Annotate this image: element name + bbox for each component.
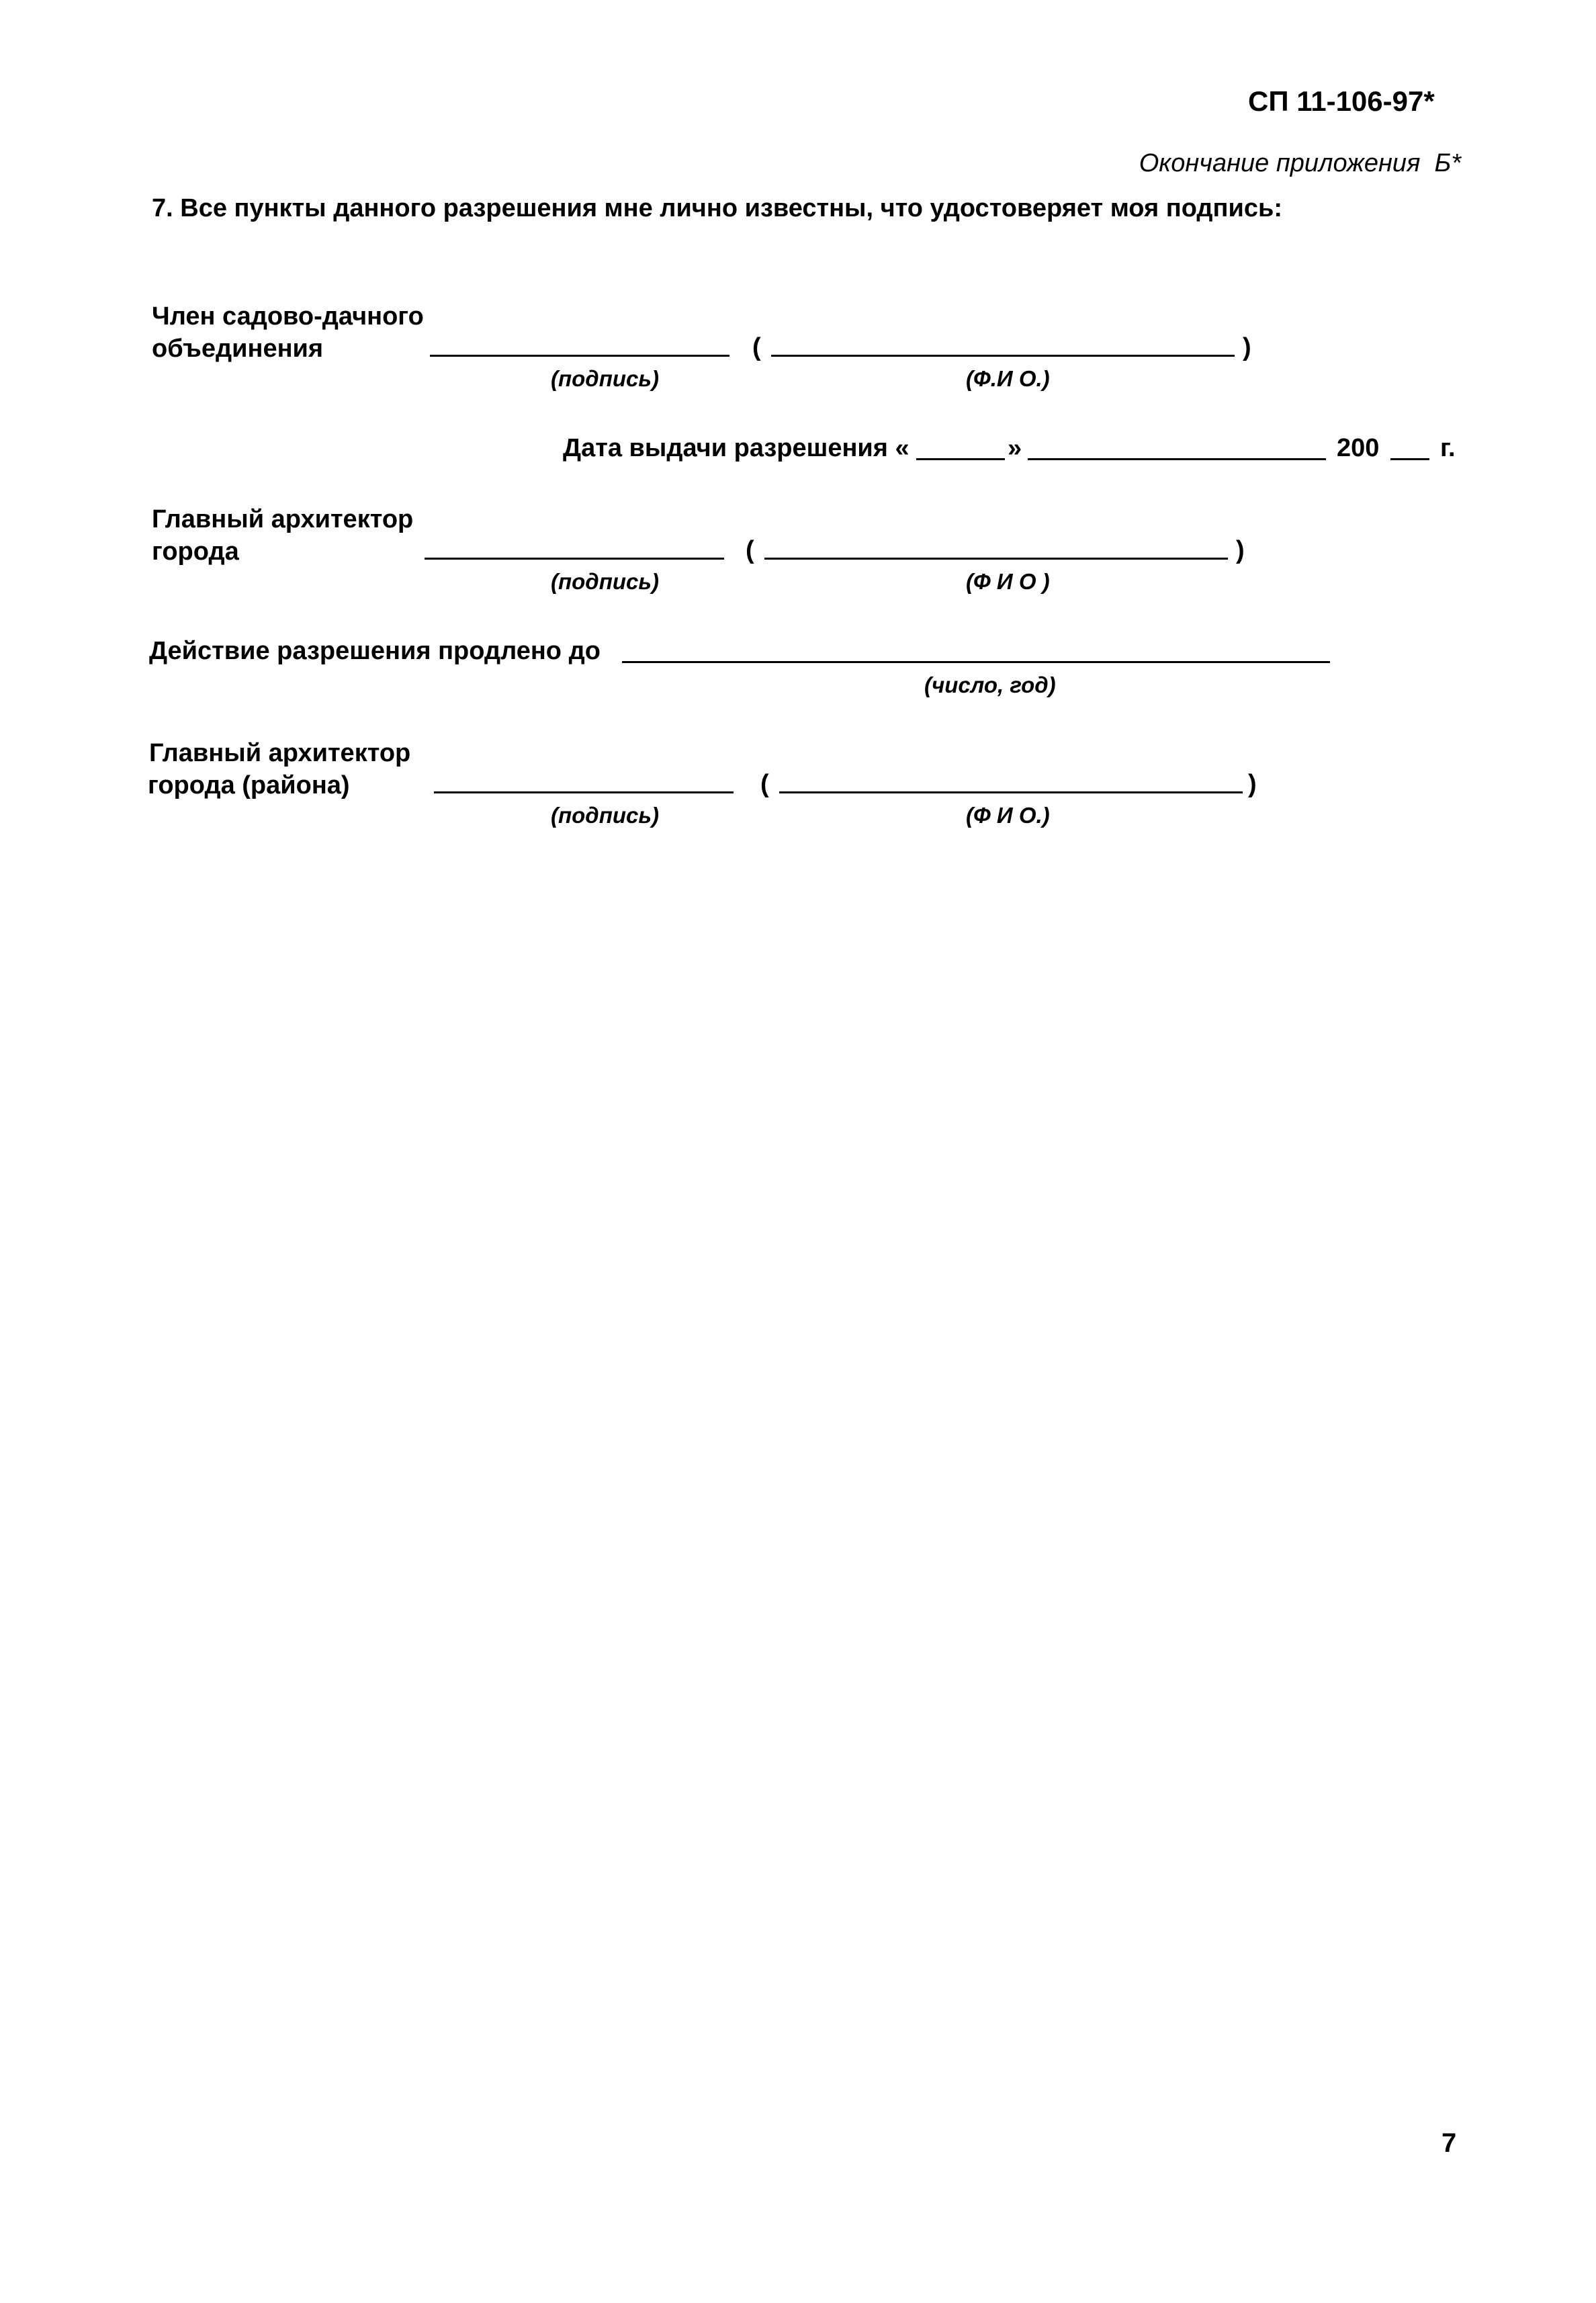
member-signature-line[interactable]: [430, 355, 729, 357]
issue-year-prefix: 200: [1337, 434, 1380, 462]
architect-name-caption: (Ф И О ): [966, 569, 1050, 594]
district-architect-signature-line[interactable]: [434, 791, 734, 793]
member-open-paren: (: [752, 333, 761, 361]
district-architect-signature-caption: (подпись): [551, 803, 659, 828]
member-label-line1: Член садово-дачного: [152, 302, 424, 331]
district-architect-name-caption: (Ф И О.): [966, 803, 1050, 828]
architect-label-line2: города: [152, 537, 239, 566]
member-name-caption: (Ф.И О.): [966, 366, 1050, 391]
issue-year-suffix: г.: [1440, 434, 1456, 462]
extension-label: Действие разрешения продлено до: [149, 637, 601, 665]
member-close-paren: ): [1243, 333, 1251, 361]
issue-day-field[interactable]: [916, 458, 1005, 460]
document-code: СП 11-106-97*: [1248, 85, 1435, 117]
district-architect-open-paren: (: [760, 770, 769, 798]
district-architect-close-paren: ): [1248, 770, 1257, 798]
district-architect-name-line[interactable]: [779, 791, 1243, 793]
issue-date-label: Дата выдачи разрешения «: [563, 434, 910, 462]
architect-signature-line[interactable]: [425, 558, 724, 560]
district-architect-label-line1: Главный архитектор: [149, 739, 411, 767]
extension-date-line[interactable]: [622, 661, 1330, 663]
architect-open-paren: (: [746, 536, 754, 564]
paragraph-7: 7. Все пункты данного разрешения мне лично известны, что удостоверяет моя подпись:: [152, 194, 1282, 222]
member-name-line[interactable]: [771, 355, 1235, 357]
architect-name-line[interactable]: [764, 558, 1228, 560]
member-signature-caption: (подпись): [551, 366, 659, 391]
district-architect-label-line2: города (района): [148, 771, 350, 799]
page-number: 7: [1442, 2128, 1457, 2158]
architect-close-paren: ): [1236, 536, 1245, 564]
appendix-note: Окончание приложения Б*: [1139, 149, 1461, 177]
issue-year-field[interactable]: [1390, 458, 1429, 460]
architect-signature-caption: (подпись): [551, 569, 659, 594]
issue-close-quote: »: [1008, 434, 1022, 462]
architect-label-line1: Главный архитектор: [152, 505, 414, 533]
extension-caption: (число, год): [924, 672, 1056, 697]
member-label-line2: объединения: [152, 335, 324, 363]
issue-month-field[interactable]: [1028, 458, 1326, 460]
